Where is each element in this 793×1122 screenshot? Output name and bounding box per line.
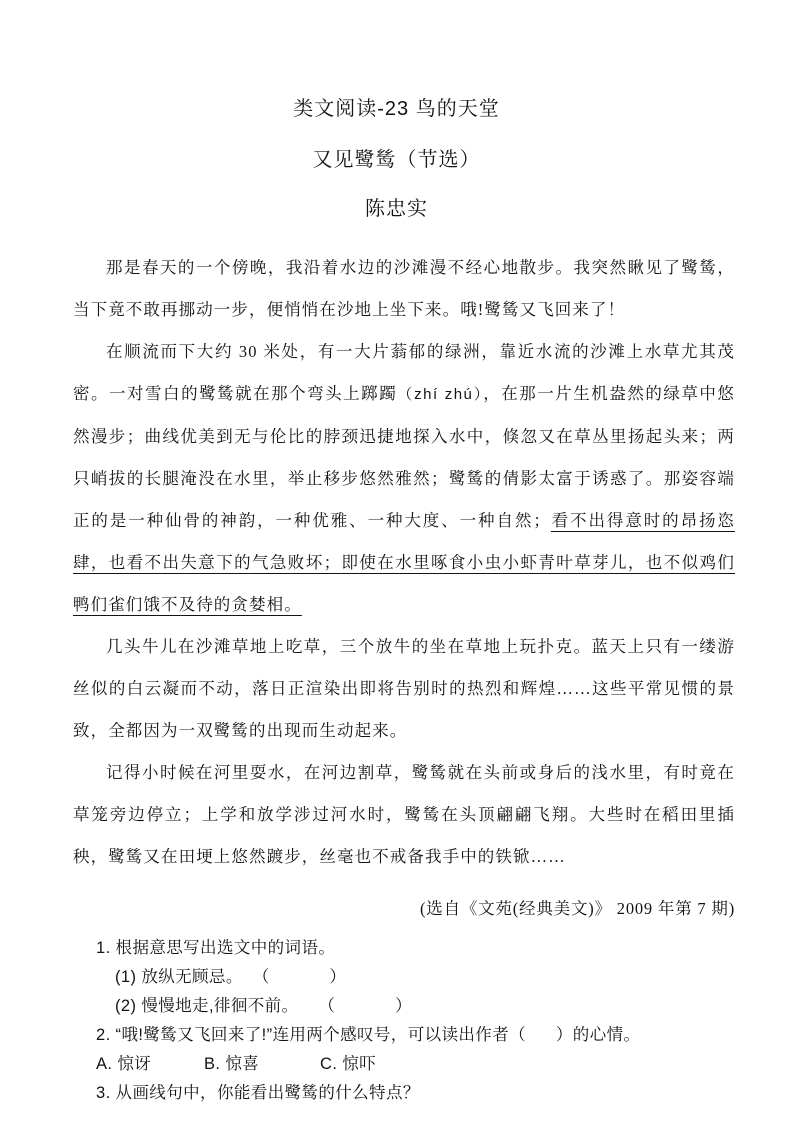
option-a: A. 惊讶 xyxy=(96,1055,152,1073)
article-author: 陈忠实 xyxy=(365,198,428,220)
questions-section xyxy=(0,926,793,1108)
underlined-sentence: 看不出得意时的昂扬恣肆，也看不出失意下的气急败坏；即使在水里啄食小虫小虾青叶草芽儿，也不似鸡们鸭们雀们饿不及待的贪婪相。 xyxy=(73,511,736,614)
page-title: 类文阅读-23 鸟的天堂 xyxy=(293,98,500,120)
question-2-options xyxy=(96,1050,753,1079)
question-1-item-2: (2) 慢慢地走,徘徊不前。 （ ） xyxy=(115,997,412,1015)
paragraph-4: 记得小时候在河里耍水，在河边割草，鹭鸶就在头前或身后的浅水里，有时竟在草笼旁边停立；上学和放学涉过河水时，鹭鸶在头顶翩翩飞翔。大些时在稻田里插秧，鹭鸶又在田埂上悠然踱步，丝毫也不戒备我手中的铁锨…… xyxy=(73,763,735,866)
question-1-item-1: (1) 放纵无顾忌。 （ ） xyxy=(115,968,347,986)
question-1-stem: 1. 根据意思写出选文中的词语。 xyxy=(96,939,336,957)
article-subtitle: 又见鹭鸶（节选） xyxy=(312,149,481,171)
question-2-stem: 2. “哦!鹭鸶又飞回来了!”连用两个感叹号，可以读出作者（ ）的心情。 xyxy=(96,1026,641,1044)
option-c: C. 惊吓 xyxy=(320,1055,377,1073)
paragraph-3: 几头牛儿在沙滩草地上吃草，三个放牛的坐在草地上玩扑克。蓝天上只有一缕游丝似的白云凝而不动，落日正渲染出即将告别时的热烈和辉煌……这些平常见惯的景致，全都因为一双鹭鸶的出现而生动起来。 xyxy=(73,637,735,740)
pinyin-annotation: （zhí zhú） xyxy=(397,386,484,403)
source-citation: (选自《文苑(经典美文)》 2009 年第 7 期) xyxy=(419,899,735,918)
paragraph-2-lead: 在顺流而下大约 30 米处，有一大片蓊郁的绿洲，靠近水流的沙滩上水草尤其茂密。一对雪白的鹭鸶就在那个弯头上踯躅 xyxy=(73,342,735,403)
question-3-stem: 3. 从画线句中，你能看出鹭鸶的什么特点？ xyxy=(96,1084,420,1102)
paragraph-2-mid: ，在那一片生机盎然的绿草中悠然漫步；曲线优美到无与伦比的脖颈迅捷地探入水中，倏忽又在草丛里扬起头来；两只峭拔的长腿淹没在水里，举止移步悠然雅然；鹭鸶的倩影太富于诱惑了。那姿容端正的是一种仙骨的神韵，一种优雅、一种大度、一种自然； xyxy=(73,384,735,530)
paragraph-2 xyxy=(73,331,735,626)
article-body xyxy=(0,221,793,878)
option-b: B. 惊喜 xyxy=(204,1055,260,1073)
paragraph-1: 那是春天的一个傍晚，我沿着水边的沙滩漫不经心地散步。我突然瞅见了鹭鸶，当下竟不敢再挪动一步，便悄悄在沙地上坐下来。哦!鹭鸶又飞回来了！ xyxy=(73,258,735,319)
